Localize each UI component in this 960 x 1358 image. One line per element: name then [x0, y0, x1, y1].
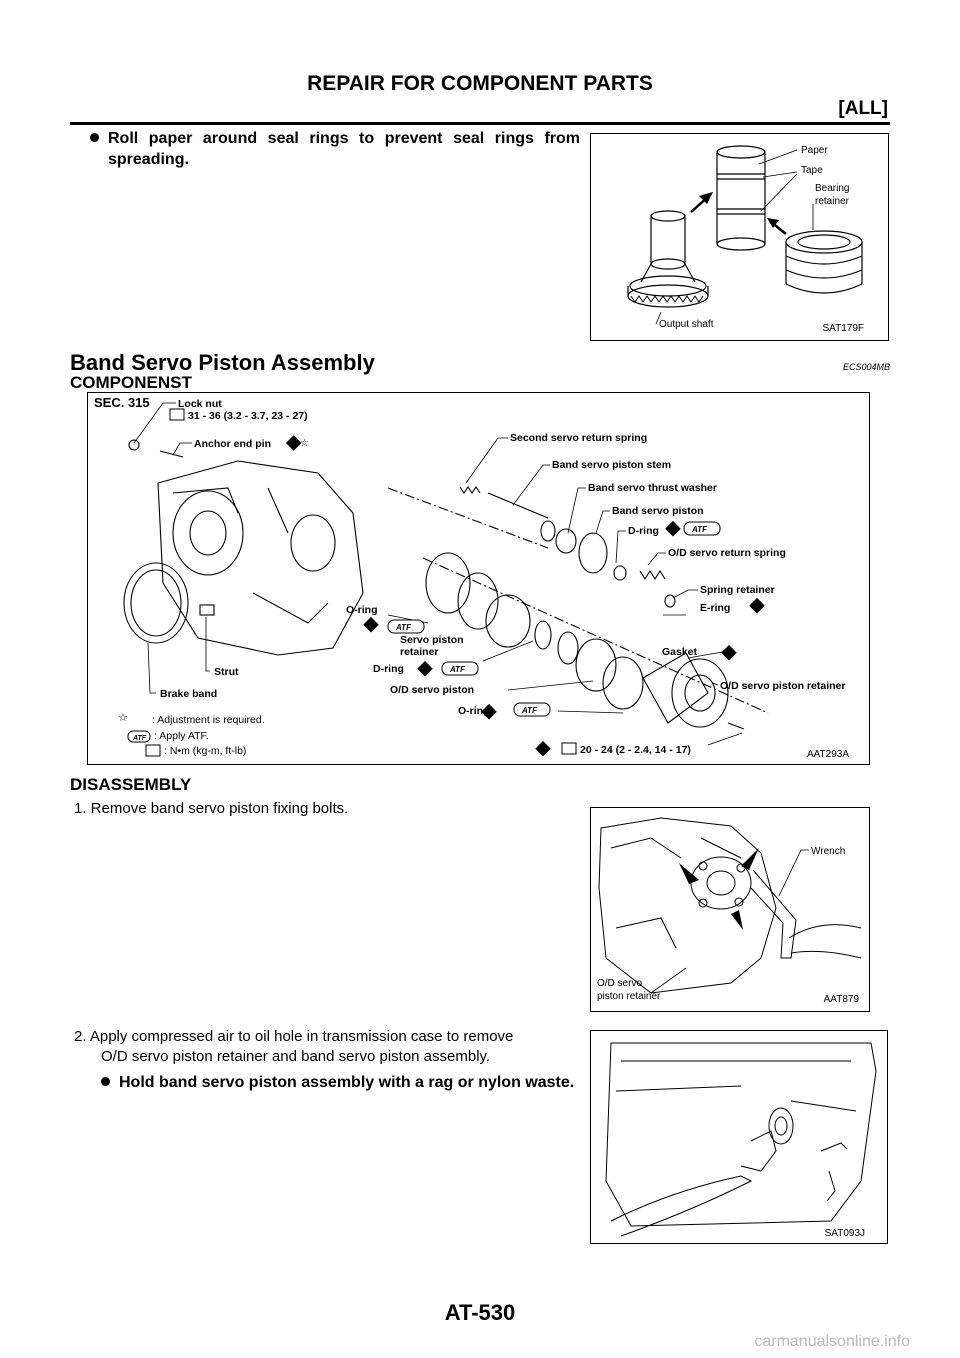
figure-components: [87, 392, 870, 765]
star-icon: ☆: [300, 438, 309, 449]
atf-mark-1: ATF: [692, 525, 707, 534]
label-tape: Tape: [801, 165, 823, 176]
compressed-air-illustration: [591, 1031, 887, 1243]
label-lock-nut: Lock nut: [178, 398, 222, 410]
label-anchor-end-pin: Anchor end pin: [194, 438, 271, 450]
figure-wrench: [590, 807, 870, 1012]
label-band-servo-piston-stem: Band servo piston stem: [552, 459, 672, 471]
label-spring-retainer: Spring retainer: [700, 584, 775, 596]
label-piston-retainer: piston retainer: [597, 991, 661, 1002]
atf-mark-2: ATF: [396, 623, 411, 632]
figure-seal-rings: [590, 133, 889, 341]
label-brake-band: Brake band: [160, 688, 218, 700]
label-second-servo-return-spring: Second servo return spring: [510, 432, 648, 444]
label-bolt-torque: 20 - 24 (2 - 2.4, 14 - 17): [580, 744, 691, 756]
label-od-servo: O/D servo: [597, 978, 643, 989]
label-gasket: Gasket: [662, 646, 698, 658]
label-bearing: Bearing: [815, 183, 850, 194]
label-band-servo-thrust-washer: Band servo thrust washer: [588, 482, 717, 494]
label-od-servo-return-spring: O/D servo return spring: [668, 547, 786, 559]
section-code: ECS004MB: [842, 362, 890, 372]
label-lock-nut-torque: 31 - 36 (3.2 - 3.7, 23 - 27): [188, 410, 308, 422]
page-header-title: REPAIR FOR COMPONENT PARTS: [307, 72, 653, 95]
label-o-ring-left: O-ring: [346, 604, 378, 616]
figure-code: SAT093J: [824, 1228, 865, 1239]
label-d-ring-bottom: D-ring: [373, 663, 404, 675]
atf-mark-4: ATF: [522, 706, 537, 715]
seal-rings-illustration: [591, 134, 888, 340]
components-heading: COMPONENST: [70, 373, 192, 392]
label-od-servo-piston-retainer: O/D servo piston retainer: [720, 680, 846, 692]
label-strut: Strut: [214, 666, 239, 678]
bullet-dot: [90, 133, 99, 142]
bullet-dot: [101, 1077, 110, 1086]
wrench-illustration: [591, 808, 869, 1011]
figure-code: AAT293A: [806, 749, 849, 760]
sec-label: SEC. 315: [94, 395, 150, 410]
label-od-servo-piston: O/D servo piston: [390, 684, 475, 696]
legend-apply-atf: : Apply ATF.: [154, 730, 209, 742]
intro-bullet: [90, 128, 580, 178]
intro-bullet-text: Roll paper around seal rings to prevent seal rings from spreading.: [108, 130, 580, 168]
label-band-servo-piston: Band servo piston: [612, 505, 704, 517]
page-number: AT-530: [444, 1300, 516, 1325]
label-servo-piston: Servo piston: [400, 634, 464, 646]
atf-mark-legend: ATF: [133, 735, 147, 742]
band-servo-exploded-view: [88, 393, 869, 764]
label-o-ring-bottom: O-ring: [458, 705, 490, 717]
figure-code: AAT879: [823, 994, 859, 1005]
star-icon: ☆: [118, 712, 128, 724]
step-2-bullet: [101, 1072, 580, 1122]
disassembly-heading: DISASSEMBLY: [70, 775, 192, 794]
label-paper: Paper: [801, 145, 828, 156]
header-rule: [70, 122, 890, 125]
legend-adjustment: : Adjustment is required.: [152, 714, 265, 726]
label-e-ring: E-ring: [700, 602, 731, 614]
label-output-shaft: Output shaft: [659, 319, 714, 330]
step-2-line2: O/D servo piston retainer and band servo piston assembly.: [101, 1048, 491, 1065]
legend-torque: : N•m (kg-m, ft-lb): [164, 745, 247, 757]
step-1: 1. Remove band servo piston fixing bolts.: [74, 800, 349, 817]
watermark: carmanualsonline.info: [754, 1333, 910, 1350]
label-retainer: retainer: [815, 196, 849, 207]
label-d-ring-top: D-ring: [628, 525, 659, 537]
section-title: Band Servo Piston Assembly: [70, 350, 375, 375]
page-header-subtitle: [ALL]: [838, 98, 888, 119]
label-servo-piston-retainer: retainer: [400, 646, 439, 658]
figure-compressed-air: [590, 1030, 888, 1244]
label-wrench: Wrench: [811, 846, 846, 857]
step-2-bullet-text: Hold band servo piston assembly with a rag or nylon waste.: [119, 1074, 575, 1091]
figure-code: SAT179F: [822, 323, 864, 334]
step-2-line1: 2. Apply compressed air to oil hole in transmission case to remove: [74, 1028, 514, 1045]
atf-mark-3: ATF: [450, 665, 465, 674]
